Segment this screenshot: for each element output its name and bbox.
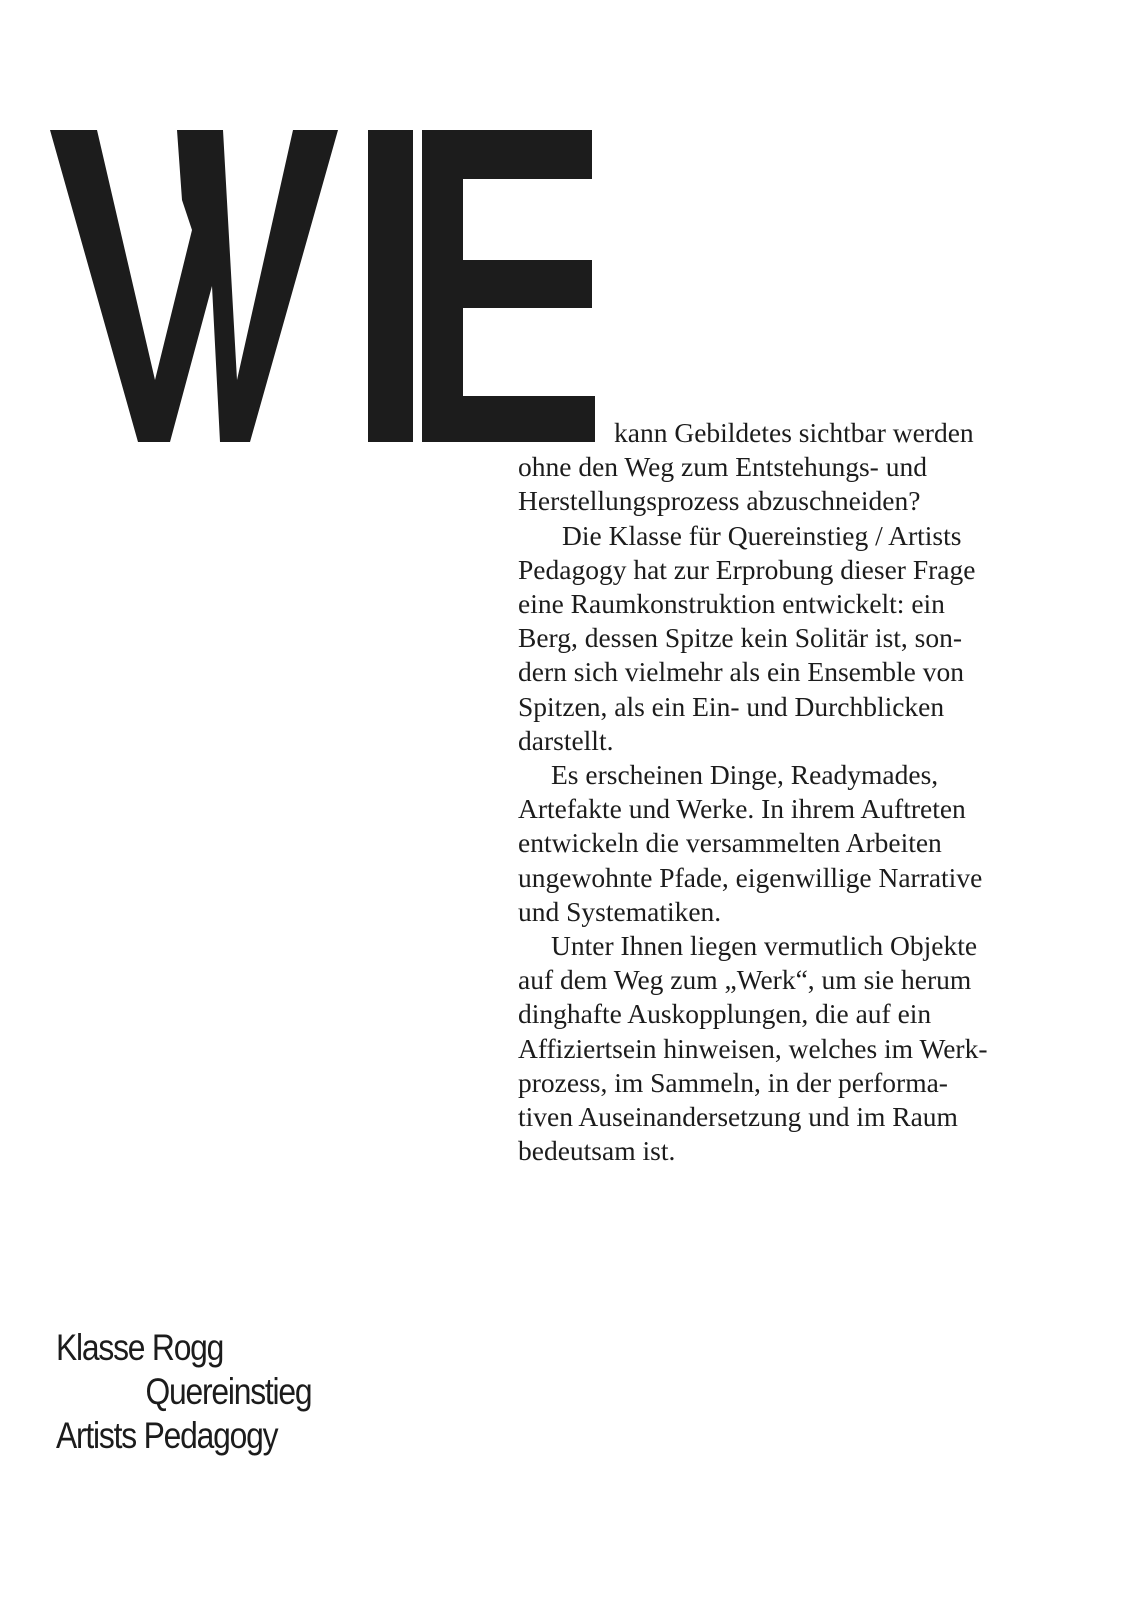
body-lead-line: kann Gebildetes sichtbar werden (614, 417, 974, 448)
body-paragraph-1: ohne den Weg zum Entstehungs- und Herstellungsprozess abzuschneiden? (518, 451, 927, 517)
body-paragraph-3: Es erscheinen Dinge, Readymades, Artefakte und Werke. In ihrem Auftreten entwickeln die versammelten Arbeiten ungewohnte Pfade, eigenwillige Narrative und Systematiken. (518, 759, 983, 927)
footer-line-klasse-rogg: Klasse Rogg (56, 1327, 224, 1368)
body-paragraph-2: Die Klasse für Quereinstieg / Artists Pedagogy hat zur Erprobung dieser Frage eine Raumkonstruktion entwickelt: ein Berg, dessen Spitze kein Solitär ist, son- dern sich vielmehr als ein Ensemble von Spitzen, als ein Ein- und Durchblicken darstellt. (518, 519, 976, 756)
footer-line-artists-pedagogy: Artists Pedagogy (56, 1415, 278, 1456)
body-paragraph-4: Unter Ihnen liegen vermutlich Objekte auf dem Weg zum „Werk“, um sie herum dinghafte Auskopplungen, die auf ein Affiziertsein hinweisen, welches im Werk- prozess, im Sammeln, in der performa- tiven Auseinandersetzung und im Raum bedeutsam ist. (518, 930, 988, 1167)
footer-line-quereinstieg: Quereinstieg (145, 1371, 312, 1412)
headline-glyphs (50, 126, 610, 446)
footer-credits (56, 1326, 311, 1458)
headline-letter-i (368, 130, 413, 442)
body-text (518, 416, 1038, 1168)
headline-letter-w (50, 130, 338, 442)
headline-wie (50, 126, 610, 446)
headline-letter-e (422, 130, 595, 442)
